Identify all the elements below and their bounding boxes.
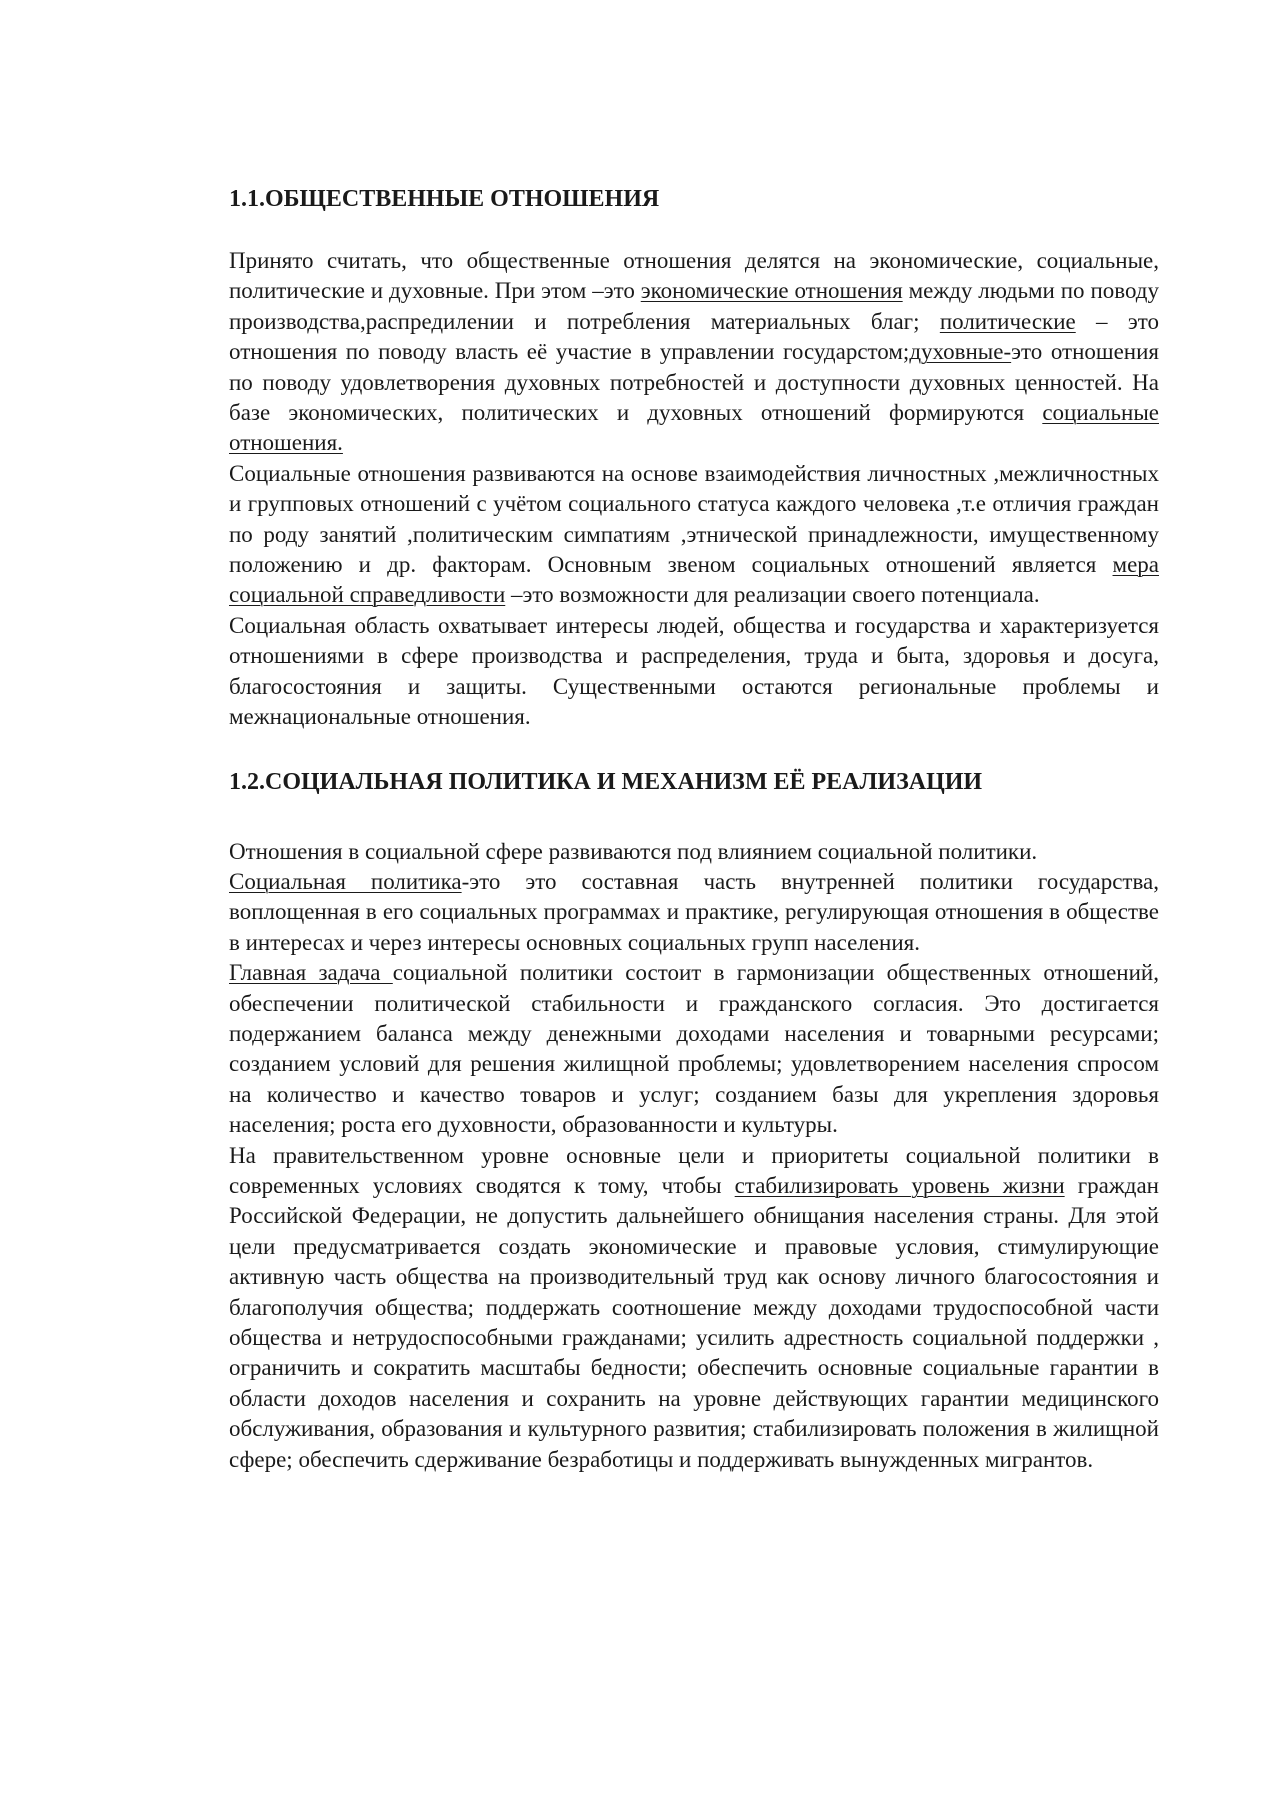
document-page: [229, 184, 1159, 1475]
section-1-body: [229, 246, 1159, 733]
paragraph: [229, 837, 1159, 867]
section-2-heading: 1.2.СОЦИАЛЬНАЯ ПОЛИТИКА И МЕХАНИЗМ ЕЁ РЕАЛИЗАЦИИ: [229, 768, 983, 795]
paragraph: [229, 958, 1159, 1140]
text-run: –это возможности для реализации своего потенциала.: [505, 582, 1040, 608]
section-2-body: [229, 837, 1159, 1476]
paragraph: [229, 867, 1159, 958]
text-run: граждан Российской Федерации, не допустить дальнейшего обнищания населения страны. Для этой цели предусматривается создать экономические и правовые условия, стимулирующие активную часть общества на производительный труд как основу личного благосостояния и благополучия общества; поддержать соотношение между доходами трудоспособной части общества и нетрудоспособными гражданами; усилить адрестность социальной поддержки , ограничить и сократить масштабы бедности; обеспечить основные социальные гарантии в области доходов населения и сохранить на уровне действующих гарантии медицинского обслуживания, образования и культурного развития; стабилизировать положения в жилищной сфере; обеспечить сдерживание безработицы и поддерживать вынужденных мигрантов.: [229, 1172, 1159, 1472]
text-run: На правительственном уровне основные цели и приоритеты социальной политики в современных условиях сводятся к тому, чтобы: [229, 1142, 1159, 1198]
paragraph: [229, 1141, 1159, 1475]
underlined-term: мера социальной справедливости: [229, 552, 1159, 608]
text-run: между людьми по поводу производства,распредилении и потребления материальных благ;: [229, 278, 1159, 334]
paragraph: [229, 459, 1159, 611]
paragraph: [229, 246, 1159, 459]
underlined-term: социальные отношения.: [229, 400, 1159, 456]
text-run: социальной политики состоит в гармонизации общественных отношений, обеспечении политической стабильности и гражданского согласия. Это достигается подержанием баланса между денежными доходами населения и товарными ресурсами; созданием условий для решения жилищной проблемы; удовлетворением населения спросом на количество и качество товаров и услуг; созданием базы для укрепления здоровья населения; роста его духовности, образованности и культуры.: [229, 960, 1159, 1138]
section-1-heading: 1.1.ОБЩЕСТВЕННЫЕ ОТНОШЕНИЯ: [229, 186, 660, 212]
underlined-term: Социальная политика: [229, 868, 462, 894]
text-run: Социальные отношения развиваются на основе взаимодействия личностных ,межличностных и групповых отношений с учётом социального статуса каждого человека ,т.е отличия граждан по роду занятий ,политическим симпатиям ,этнической принадлежности, имущественному положению и др. факторам. Основным звеном социальных отношений является: [229, 460, 1159, 578]
text-run: Принято считать, что общественные отношения делятся на экономические, социальные, политические и духовные. При этом –это: [229, 248, 1159, 304]
text-run: -это это составная часть внутренней политики государства, воплощенная в его социальных программах и практике, регулирующая отношения в обществе в интересах и через интересы основных социальных групп населения.: [229, 868, 1159, 955]
underlined-term: политические: [939, 308, 1076, 334]
underlined-term: духовные-: [909, 339, 1012, 365]
underlined-term: экономические отношения: [640, 278, 903, 304]
underlined-term: Главная задача: [229, 960, 393, 986]
paragraph: [229, 611, 1159, 733]
text-run: это отношения по поводу удовлетворения духовных потребностей и доступности духовных ценностей. На базе экономических, политических и духовных отношений формируются: [229, 339, 1159, 426]
text-run: Социальная область охватывает интересы людей, общества и государства и характеризуется отношениями в сфере производства и распределения, труда и быта, здоровья и досуга, благосостояния и защиты. Существенными остаются региональные проблемы и межнациональные отношения.: [229, 612, 1159, 730]
text-run: – это отношения по поводу власть её участие в управлении государстом;: [229, 308, 1160, 365]
text-run: Отношения в социальной сфере развиваются под влиянием социальной политики.: [229, 838, 1038, 864]
underlined-term: стабилизировать уровень жизни: [734, 1172, 1065, 1198]
